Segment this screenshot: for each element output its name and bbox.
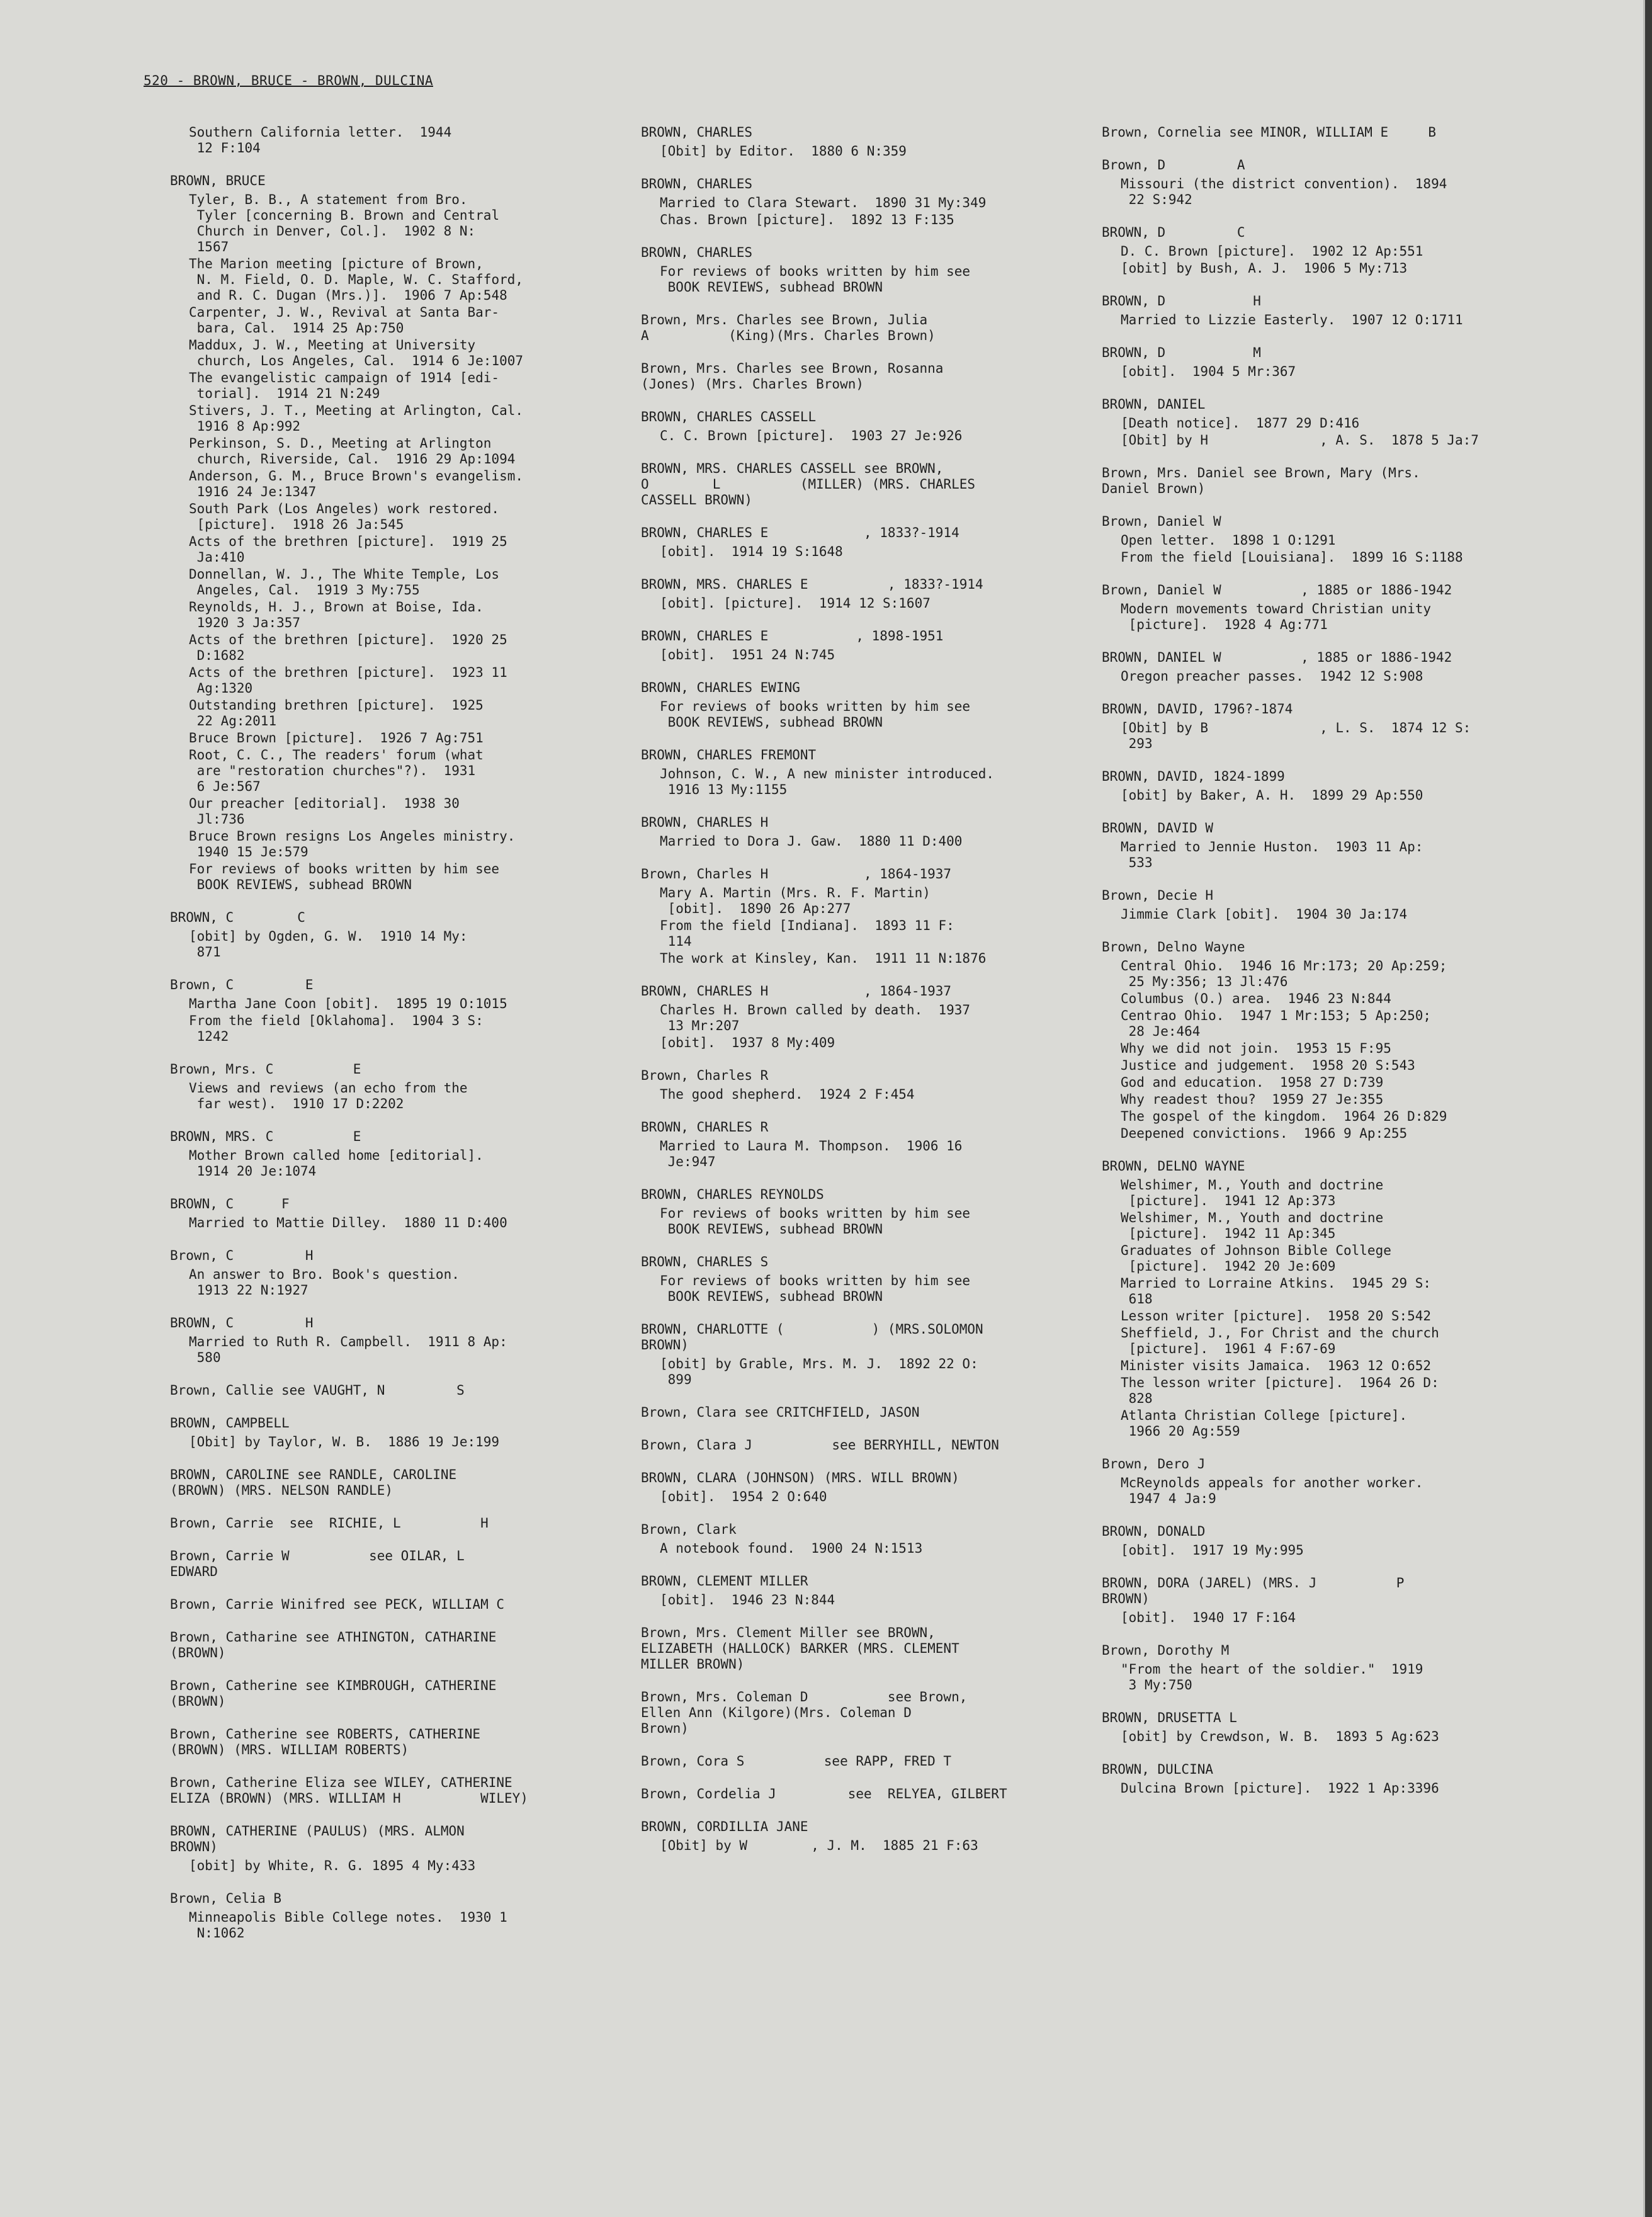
entry-heading: BROWN, CHARLES S [641, 1254, 769, 1269]
citation: Minister visits Jamaica. 1963 12 O:652 [1121, 1358, 1432, 1373]
index-entry [1102, 397, 1593, 448]
citation: [Obit] by B , L. S. 1874 12 S: 293 [1121, 720, 1471, 751]
index-entry [1102, 769, 1593, 803]
citation: Views and reviews (an echo from the far west). 1910 17 D:2202 [189, 1080, 468, 1111]
entry-heading: Brown, Mrs. Clement Miller see BROWN, ELIZABETH (HALLOCK) BARKER (MRS. CLEMENT MILLER BROWN) [641, 1625, 959, 1672]
citation: The evangelistic campaign of 1914 [edi- torial]. 1914 21 N:249 [189, 370, 500, 401]
citation: Married to Dora J. Gaw. 1880 11 D:400 [660, 834, 963, 849]
entry-heading: BROWN, CHARLES H [641, 815, 769, 830]
index-entry [170, 1775, 604, 1806]
entry-heading: Brown, Mrs. C E [170, 1062, 361, 1077]
citation: [obit] by White, R. G. 1895 4 My:433 [189, 1858, 476, 1873]
entry-heading: BROWN, CHARLES E , 1833?-1914 [641, 525, 959, 540]
index-entry [641, 680, 1075, 730]
index-entry [641, 1625, 1075, 1672]
index-entry [1102, 888, 1593, 922]
entry-heading: BROWN, MRS. CHARLES CASSELL see BROWN, O L (MILLER) (MRS. CHARLES CASSELL BROWN) [641, 461, 976, 507]
citation: [Obit] by Taylor, W. B. 1886 19 Je:199 [189, 1434, 500, 1449]
entry-heading: Brown, Clara see CRITCHFIELD, JASON [641, 1405, 920, 1420]
entry-heading: Brown, Mrs. Charles see Brown, Rosanna (Jones) (Mrs. Charles Brown) [641, 361, 944, 392]
index-entry [641, 176, 1075, 228]
entry-heading: BROWN, D H [1102, 293, 1261, 309]
entry-heading: Brown, Carrie see RICHIE, L H [170, 1516, 489, 1531]
citation: Donnellan, W. J., The White Temple, Los Angeles, Cal. 1919 3 My:755 [189, 567, 500, 598]
citation: Married to Ruth R. Campbell. 1911 8 Ap: 580 [189, 1334, 507, 1365]
entry-heading: Brown, Charles H , 1864-1937 [641, 866, 952, 882]
citation: Mary A. Martin (Mrs. R. F. Martin) [obit]. 1890 26 Ap:277 [660, 885, 931, 916]
index-entry [170, 125, 604, 156]
citation: [obit]. 1914 19 S:1648 [660, 544, 843, 559]
citation: The work at Kinsley, Kan. 1911 11 N:1876 [660, 951, 987, 966]
citation: Tyler, B. B., A statement from Bro. Tyler [concerning B. Brown and Central Church in Denver, Col.]. 1902 8 N: 1567 [189, 192, 500, 254]
entry-heading: Brown, Mrs. Daniel see Brown, Mary (Mrs. Daniel Brown) [1102, 465, 1420, 496]
citation: Married to Lorraine Atkins. 1945 29 S: 618 [1121, 1276, 1432, 1307]
citation: Welshimer, M., Youth and doctrine [picture]. 1942 11 Ap:345 [1121, 1210, 1384, 1241]
citation: Central Ohio. 1946 16 Mr:173; 20 Ap:259; 25 My:356; 13 Jl:476 [1121, 958, 1447, 989]
index-entry [170, 910, 604, 960]
index-entry [641, 1786, 1075, 1802]
entry-heading: BROWN, BRUCE [170, 173, 266, 188]
entry-heading: BROWN, DAVID, 1796?-1874 [1102, 701, 1293, 717]
citation: [obit] by Baker, A. H. 1899 29 Ap:550 [1121, 788, 1423, 803]
citation: Chas. Brown [picture]. 1892 13 F:135 [660, 212, 954, 227]
entry-heading: Brown, Catharine see ATHINGTON, CATHARINE (BROWN) [170, 1630, 497, 1660]
citation: Our preacher [editorial]. 1938 30 Jl:736 [189, 796, 460, 827]
index-entry [641, 984, 1075, 1051]
index-entry [641, 1754, 1075, 1769]
entry-heading: BROWN, CAROLINE see RANDLE, CAROLINE (BROWN) (MRS. NELSON RANDLE) [170, 1467, 457, 1498]
citation: Johnson, C. W., A new minister introduced. 1916 13 My:1155 [660, 766, 995, 797]
citation: Deepened convictions. 1966 9 Ap:255 [1121, 1126, 1408, 1141]
entry-heading: Brown, Cordelia J see RELYEA, GILBERT [641, 1786, 1007, 1801]
index-entry [1102, 293, 1593, 328]
entry-heading: Brown, Daniel W [1102, 514, 1221, 529]
citation: Southern California letter. 1944 12 F:104 [189, 125, 452, 156]
citation: [obit] by Ogden, G. W. 1910 14 My: 871 [189, 929, 468, 960]
entry-heading: Brown, Carrie W see OILAR, L EDWARD [170, 1548, 465, 1579]
index-entry [641, 747, 1075, 798]
citation: Jimmie Clark [obit]. 1904 30 Ja:174 [1121, 907, 1408, 922]
citation: Why we did not join. 1953 15 F:95 [1121, 1041, 1391, 1056]
entry-heading: BROWN, C C [170, 910, 305, 925]
entry-heading: Brown, Daniel W , 1885 or 1886-1942 [1102, 582, 1452, 598]
entry-heading: BROWN, DONALD [1102, 1524, 1206, 1539]
citation: Atlanta Christian College [picture]. 1966 20 Ag:559 [1121, 1408, 1408, 1439]
index-entry [1102, 1159, 1593, 1439]
citation: Maddux, J. W., Meeting at University church, Los Angeles, Cal. 1914 6 Je:1007 [189, 337, 524, 368]
citation: [obit]. 1940 17 F:164 [1121, 1610, 1296, 1625]
entry-heading: BROWN, D C [1102, 225, 1245, 240]
entry-heading: BROWN, DAVID W [1102, 820, 1214, 836]
index-entry [641, 361, 1075, 392]
citation: Open letter. 1898 1 O:1291 [1121, 533, 1336, 548]
entry-heading: BROWN, CHARLES EWING [641, 680, 800, 695]
index-entry [641, 312, 1075, 344]
citation: The lesson writer [picture]. 1964 26 D: 828 [1121, 1375, 1439, 1406]
index-entry [641, 1689, 1075, 1737]
citation: Carpenter, J. W., Revival at Santa Bar- bara, Cal. 1914 25 Ap:750 [189, 305, 500, 336]
index-entry [1102, 939, 1593, 1142]
entry-heading: Brown, Decie H [1102, 888, 1214, 903]
citation: Missouri (the district convention). 1894 22 S:942 [1121, 176, 1447, 207]
index-entry [1102, 514, 1593, 565]
entry-heading: BROWN, DRUSETTA L [1102, 1710, 1237, 1725]
entry-heading: Brown, Cora S see RAPP, FRED T [641, 1754, 952, 1769]
citation: [obit]. 1951 24 N:745 [660, 647, 835, 662]
entry-heading: Brown, Charles R [641, 1068, 769, 1083]
index-entry [170, 1891, 604, 1941]
citation: South Park (Los Angeles) work restored. [picture]. 1918 26 Ja:545 [189, 501, 500, 532]
citation: Root, C. C., The readers' forum (what are "restoration churches"?). 1931 6 Je:567 [189, 747, 484, 794]
entry-heading: Brown, C H [170, 1248, 314, 1263]
citation: For reviews of books written by him see BOOK REVIEWS, subhead BROWN [660, 1206, 971, 1237]
index-entry [170, 1467, 604, 1499]
entry-heading: BROWN, C F [170, 1196, 290, 1211]
index-entry [1102, 1762, 1593, 1796]
column-2 [641, 125, 1075, 1871]
citation: For reviews of books written by him see BOOK REVIEWS, subhead BROWN [189, 861, 500, 892]
index-entry [170, 1548, 604, 1580]
entry-heading: BROWN, CLEMENT MILLER [641, 1573, 808, 1589]
entry-heading: Brown, C E [170, 977, 314, 992]
index-entry [641, 245, 1075, 295]
index-entry [170, 1315, 604, 1366]
index-entry [170, 1062, 604, 1112]
index-entry [1102, 1575, 1593, 1626]
entry-heading: BROWN, CHARLES R [641, 1120, 769, 1135]
entry-heading: BROWN, CHARLES [641, 125, 753, 140]
citation: [obit] by Crewdson, W. B. 1893 5 Ag:623 [1121, 1729, 1439, 1744]
index-entry [1102, 1524, 1593, 1558]
entry-heading: Brown, Celia B [170, 1891, 282, 1906]
index-entry [641, 1522, 1075, 1556]
index-entry [641, 1437, 1075, 1453]
citation: Dulcina Brown [picture]. 1922 1 Ap:3396 [1121, 1781, 1439, 1796]
entry-heading: Brown, Clark [641, 1522, 737, 1537]
index-entry [1102, 701, 1593, 752]
citation: [Obit] by Editor. 1880 6 N:359 [660, 144, 907, 159]
entry-heading: BROWN, CHARLES H , 1864-1937 [641, 984, 952, 999]
citation: [Death notice]. 1877 29 D:416 [1121, 416, 1360, 431]
index-entry [170, 1678, 604, 1710]
index-entry [641, 525, 1075, 560]
citation: Outstanding brethren [picture]. 1925 22 Ag:2011 [189, 698, 484, 729]
index-entry [170, 1516, 604, 1531]
entry-heading: BROWN, DAVID, 1824-1899 [1102, 769, 1285, 784]
citation: Bruce Brown resigns Los Angeles ministry. 1940 15 Je:579 [189, 829, 516, 859]
entry-heading: BROWN, CAMPBELL [170, 1415, 290, 1431]
citation: Acts of the brethren [picture]. 1919 25 Ja:410 [189, 534, 507, 565]
entry-heading: BROWN, CHARLES E , 1898-1951 [641, 628, 944, 644]
index-entry [641, 1819, 1075, 1854]
citation: Centrao Ohio. 1947 1 Mr:153; 5 Ap:250; 28 Je:464 [1121, 1008, 1432, 1039]
index-entry [641, 125, 1075, 159]
citation: Why readest thou? 1959 27 Je:355 [1121, 1092, 1384, 1107]
entry-heading: Brown, Dero J [1102, 1456, 1206, 1471]
index-entry [641, 1187, 1075, 1237]
index-entry [641, 409, 1075, 444]
index-entry [170, 1196, 604, 1231]
citation: [obit]. 1946 23 N:844 [660, 1592, 835, 1607]
citation: [obit] by Bush, A. J. 1906 5 My:713 [1121, 261, 1408, 276]
index-entry [1102, 157, 1593, 208]
index-entry [170, 1248, 604, 1298]
citation: Reynolds, H. J., Brown at Boise, Ida. 1920 3 Ja:357 [189, 599, 484, 630]
index-entry [641, 1120, 1075, 1170]
citation: Lesson writer [picture]. 1958 20 S:542 [1121, 1308, 1432, 1324]
column-3 [1102, 125, 1593, 1813]
citation: [obit]. 1937 8 My:409 [660, 1035, 835, 1050]
citation: "From the heart of the soldier." 1919 3 My:750 [1121, 1662, 1423, 1693]
citation: Martha Jane Coon [obit]. 1895 19 O:1015 [189, 996, 507, 1011]
citation: Married to Jennie Huston. 1903 11 Ap: 533 [1121, 839, 1423, 870]
citation: Charles H. Brown called by death. 1937 13 Mr:207 [660, 1002, 971, 1033]
entry-heading: Brown, Clara J see BERRYHILL, NEWTON [641, 1437, 999, 1453]
citation: Married to Lizzie Easterly. 1907 12 O:1711 [1121, 312, 1463, 327]
citation: Acts of the brethren [picture]. 1920 25 D:1682 [189, 632, 507, 663]
index-entry [170, 1597, 604, 1613]
citation: A notebook found. 1900 24 N:1513 [660, 1541, 923, 1556]
index-entry [641, 1068, 1075, 1103]
entry-heading: Brown, Dorothy M [1102, 1643, 1230, 1658]
citation: Welshimer, M., Youth and doctrine [picture]. 1941 12 Ap:373 [1121, 1177, 1384, 1208]
citation: An answer to Bro. Book's question. 1913 22 N:1927 [189, 1267, 460, 1298]
citation: The good shepherd. 1924 2 F:454 [660, 1087, 915, 1102]
citation: McReynolds appeals for another worker. 1947 4 Ja:9 [1121, 1475, 1423, 1506]
citation: [obit]. 1904 5 Mr:367 [1121, 364, 1296, 379]
index-entry [641, 1322, 1075, 1388]
index-entry [641, 628, 1075, 663]
entry-heading: Brown, Mrs. Charles see Brown, Julia A (King)(Mrs. Charles Brown) [641, 312, 936, 343]
entry-heading: BROWN, CHARLES FREMONT [641, 747, 817, 763]
index-entry [1102, 345, 1593, 380]
entry-heading: BROWN, MRS. C E [170, 1129, 361, 1144]
index-entry [641, 1405, 1075, 1420]
citation: From the field [Louisiana]. 1899 16 S:1188 [1121, 550, 1463, 565]
citation: C. C. Brown [picture]. 1903 27 Je:926 [660, 428, 963, 443]
index-entry [170, 1630, 604, 1661]
index-entry [170, 1415, 604, 1450]
column-1 [170, 125, 604, 1958]
citation: Married to Laura M. Thompson. 1906 16 Je:947 [660, 1138, 963, 1169]
index-entry [1102, 582, 1593, 633]
citation: Columbus (O.) area. 1946 23 N:844 [1121, 991, 1391, 1006]
entry-heading: BROWN, CLARA (JOHNSON) (MRS. WILL BROWN) [641, 1470, 959, 1485]
entry-heading: BROWN, CATHERINE (PAULUS) (MRS. ALMON BROWN) [170, 1823, 465, 1854]
citation: [obit]. 1954 2 O:640 [660, 1489, 827, 1504]
entry-heading: BROWN, C H [170, 1315, 314, 1330]
index-entry [641, 866, 1075, 967]
index-entry [1102, 125, 1593, 140]
index-entry [1102, 1456, 1593, 1507]
citation: Married to Mattie Dilley. 1880 11 D:400 [189, 1215, 507, 1230]
entry-heading: BROWN, DELNO WAYNE [1102, 1159, 1245, 1174]
index-entry [170, 1383, 604, 1398]
entry-heading: BROWN, DORA (JAREL) (MRS. J P BROWN) [1102, 1575, 1405, 1606]
citation: Stivers, J. T., Meeting at Arlington, Cal. 1916 8 Ap:992 [189, 403, 524, 434]
index-entry [1102, 650, 1593, 684]
citation: Oregon preacher passes. 1942 12 S:908 [1121, 669, 1423, 684]
citation: Justice and judgement. 1958 20 S:543 [1121, 1058, 1415, 1073]
index-entry [170, 173, 604, 893]
citation: For reviews of books written by him see BOOK REVIEWS, subhead BROWN [660, 264, 971, 295]
index-entry [1102, 225, 1593, 276]
entry-heading: BROWN, MRS. CHARLES E , 1833?-1914 [641, 577, 983, 592]
entry-heading: Brown, Cornelia see MINOR, WILLIAM E B [1102, 125, 1437, 140]
index-entry [170, 977, 604, 1045]
citation: D. C. Brown [picture]. 1902 12 Ap:551 [1121, 244, 1423, 259]
citation: For reviews of books written by him see BOOK REVIEWS, subhead BROWN [660, 699, 971, 730]
entry-heading: BROWN, CHARLES CASSELL [641, 409, 817, 424]
index-entry [1102, 465, 1593, 497]
entry-heading: Brown, Delno Wayne [1102, 939, 1245, 955]
citation: [obit]. [picture]. 1914 12 S:1607 [660, 596, 931, 611]
entry-heading: BROWN, DULCINA [1102, 1762, 1214, 1777]
entry-heading: BROWN, DANIEL [1102, 397, 1206, 412]
index-entry [641, 815, 1075, 849]
index-entry [1102, 820, 1593, 871]
index-entry [170, 1129, 604, 1179]
entry-heading: BROWN, D M [1102, 345, 1261, 360]
entry-heading: BROWN, CHARLES REYNOLDS [641, 1187, 824, 1202]
entry-heading: Brown, Carrie Winifred see PECK, WILLIAM C [170, 1597, 505, 1612]
entry-heading: Brown, Mrs. Coleman D see Brown, Ellen Ann (Kilgore)(Mrs. Coleman D Brown) [641, 1689, 968, 1736]
citation: Acts of the brethren [picture]. 1923 11 Ag:1320 [189, 665, 507, 696]
citation: Perkinson, S. D., Meeting at Arlington church, Riverside, Cal. 1916 29 Ap:1094 [189, 436, 516, 467]
citation: The Marion meeting [picture of Brown, N. M. Field, O. D. Maple, W. C. Stafford, and R. C. Dugan (Mrs.)]. 1906 7 Ap:548 [189, 256, 524, 303]
index-entry [641, 1573, 1075, 1608]
citation: Sheffield, J., For Christ and the church [picture]. 1961 4 F:67-69 [1121, 1325, 1439, 1356]
citation: [obit]. 1917 19 My:995 [1121, 1543, 1304, 1558]
citation: Bruce Brown [picture]. 1926 7 Ag:751 [189, 730, 484, 746]
citation: From the field [Indiana]. 1893 11 F: 114 [660, 918, 954, 949]
citation: Minneapolis Bible College notes. 1930 1 N:1062 [189, 1910, 507, 1941]
citation: Modern movements toward Christian unity [picture]. 1928 4 Ag:771 [1121, 601, 1432, 632]
entry-heading: BROWN, CORDILLIA JANE [641, 1819, 808, 1834]
citation: For reviews of books written by him see BOOK REVIEWS, subhead BROWN [660, 1273, 971, 1304]
citation: God and education. 1958 27 D:739 [1121, 1075, 1384, 1090]
citation: Mother Brown called home [editorial]. 1914 20 Je:1074 [189, 1148, 484, 1179]
entry-heading: Brown, Catherine see ROBERTS, CATHERINE (BROWN) (MRS. WILLIAM ROBERTS) [170, 1727, 481, 1757]
index-entry [641, 1470, 1075, 1505]
page-header: 520 - BROWN, BRUCE - BROWN, DULCINA [144, 73, 434, 88]
entry-heading: BROWN, CHARLOTTE ( ) (MRS.SOLOMON BROWN) [641, 1322, 983, 1352]
entry-heading: BROWN, CHARLES [641, 176, 753, 191]
citation: Married to Clara Stewart. 1890 31 My:349 [660, 195, 987, 210]
index-entry [641, 461, 1075, 508]
index-entry [170, 1727, 604, 1758]
citation: Anderson, G. M., Bruce Brown's evangelism. 1916 24 Je:1347 [189, 468, 524, 499]
citation: The gospel of the kingdom. 1964 26 D:829 [1121, 1109, 1447, 1124]
citation: [obit] by Grable, Mrs. M. J. 1892 22 O: 899 [660, 1356, 978, 1387]
entry-heading: BROWN, DANIEL W , 1885 or 1886-1942 [1102, 650, 1452, 665]
citation: [Obit] by W , J. M. 1885 21 F:63 [660, 1838, 978, 1853]
entry-heading: BROWN, CHARLES [641, 245, 753, 260]
entry-heading: Brown, D A [1102, 157, 1245, 173]
index-entry [641, 1254, 1075, 1305]
entry-heading: Brown, Catherine Eliza see WILEY, CATHERINE ELIZA (BROWN) (MRS. WILLIAM H WILEY) [170, 1775, 528, 1806]
citation: Graduates of Johnson Bible College [picture]. 1942 20 Je:609 [1121, 1243, 1391, 1274]
index-entry [1102, 1643, 1593, 1693]
citation: [Obit] by H , A. S. 1878 5 Ja:7 [1121, 433, 1479, 448]
entry-heading: Brown, Catherine see KIMBROUGH, CATHERINE (BROWN) [170, 1678, 497, 1709]
citation: From the field [Oklahoma]. 1904 3 S: 1242 [189, 1013, 484, 1044]
index-entry [170, 1823, 604, 1874]
entry-heading: Brown, Callie see VAUGHT, N S [170, 1383, 465, 1398]
index-entry [1102, 1710, 1593, 1745]
index-entry [641, 577, 1075, 611]
